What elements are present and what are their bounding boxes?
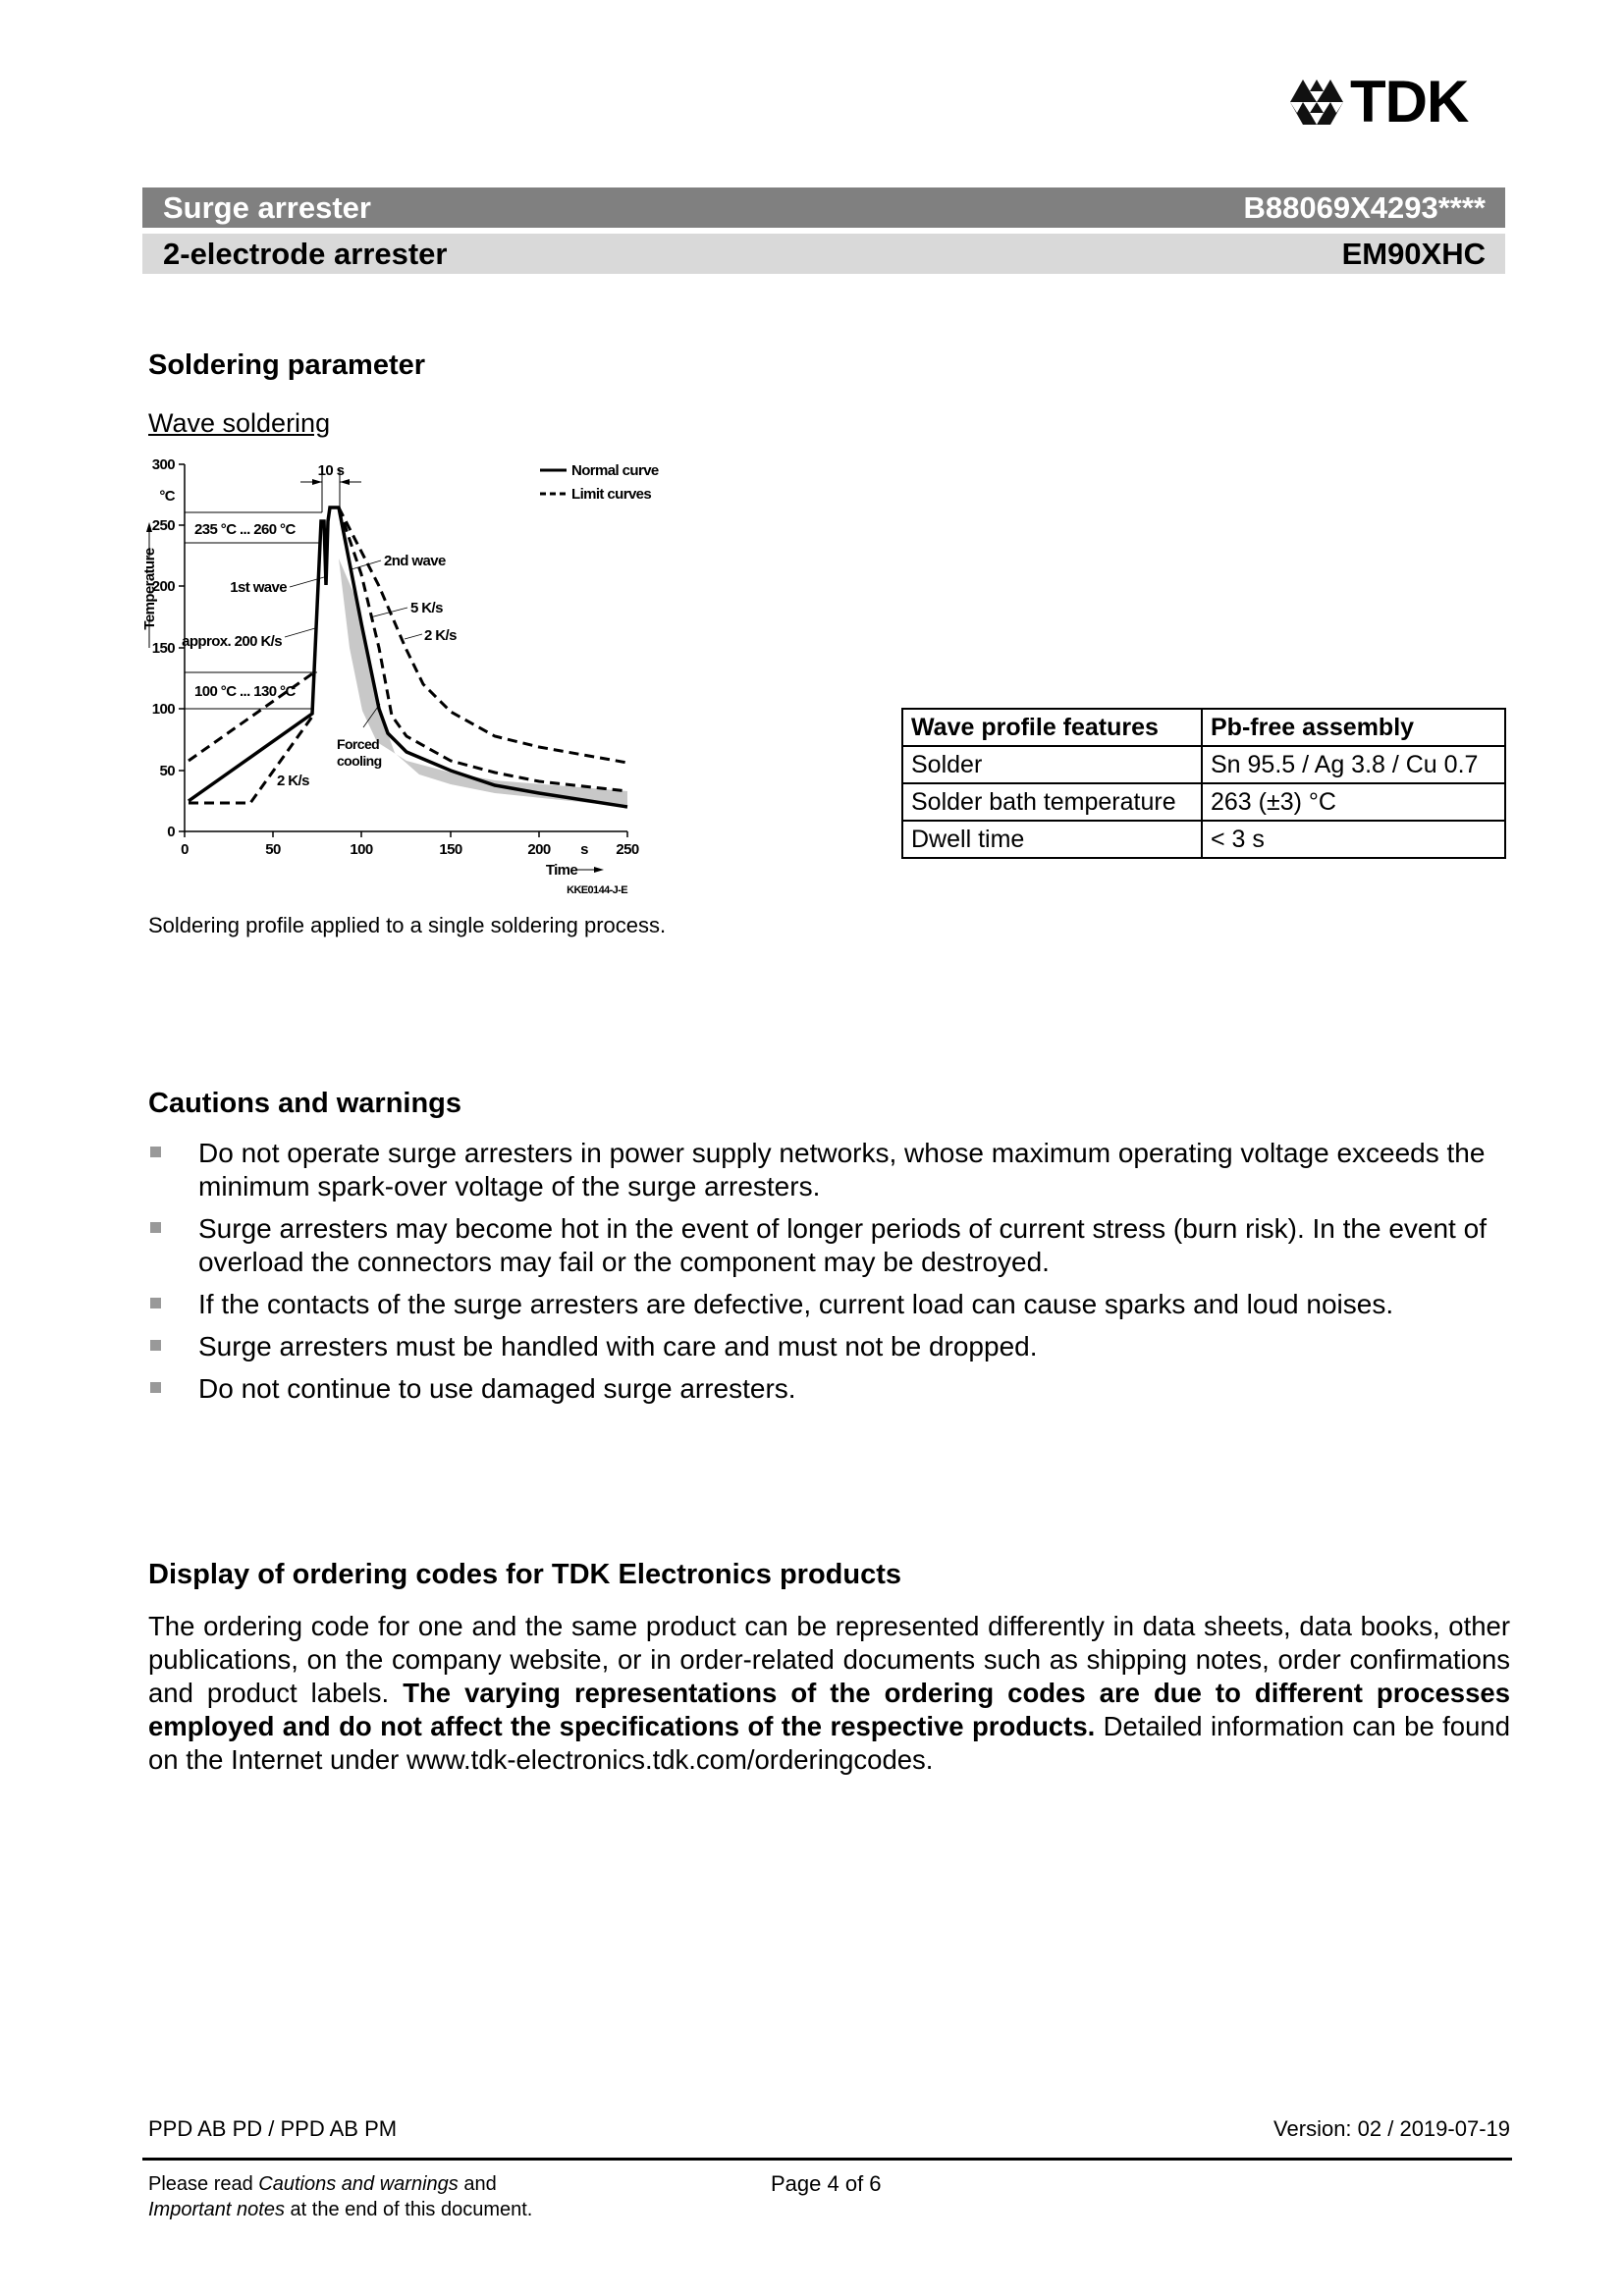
y-unit: °C <box>159 488 175 505</box>
y-tick: 100 <box>151 701 175 718</box>
footer-note: Please read Cautions and warnings and Important notes at the end of this document. <box>148 2173 533 2220</box>
y-tick: 250 <box>151 517 175 534</box>
dwell-annotation: 10 s <box>317 462 345 479</box>
table-cell: Sn 95.5 / Ag 3.8 / Cu 0.7 <box>1202 746 1505 783</box>
list-item: If the contacts of the surge arresters are defective, current load can cause sparks and loud noises. <box>148 1288 1523 1321</box>
soldering-title: Soldering parameter <box>148 349 426 381</box>
product-subtype-bar <box>142 234 1505 274</box>
x-axis-label: Time <box>545 862 578 879</box>
list-item: Surge arresters must be handled with care and must not be dropped. <box>148 1330 1523 1363</box>
x-tick: 250 <box>616 841 639 858</box>
y-tick: 300 <box>151 456 175 473</box>
preheat-2ks-annotation: 2 K/s <box>277 773 309 789</box>
wave-profile-table <box>901 708 1506 859</box>
footer-version: Version: 02 / 2019-07-19 <box>1273 2116 1510 2141</box>
cautions-list <box>148 1137 1523 1415</box>
list-item: Do not operate surge arresters in power supply networks, whose maximum operating voltage exceeds the minimum spark-over voltage of the surge arresters. <box>148 1137 1523 1203</box>
legend-normal: Normal curve <box>571 462 659 479</box>
ramp-rate-annotation: approx. 200 K/s <box>182 633 282 650</box>
y-tick: 50 <box>159 763 175 779</box>
list-item: Do not continue to use damaged surge arresters. <box>148 1372 1523 1406</box>
y-tick: 200 <box>151 578 175 595</box>
tdk-logo-icon <box>1289 78 1344 127</box>
arrow-right-icon <box>594 867 604 873</box>
product-name: EM90XHC <box>1341 236 1486 271</box>
table-cell: Solder bath temperature <box>902 783 1202 821</box>
tdk-logo <box>1289 69 1515 134</box>
x-tick: 0 <box>181 841 189 858</box>
x-tick: 50 <box>265 841 281 858</box>
cooling-5ks-annotation: 5 K/s <box>410 600 443 616</box>
band-label-preheat: 100 °C ... 130 °C <box>194 683 296 700</box>
legend-limit: Limit curves <box>571 486 652 503</box>
figure-id: KKE0144-J-E <box>567 884 627 896</box>
table-cell: 263 (±3) °C <box>1202 783 1505 821</box>
ordering-title: Display of ordering codes for TDK Electronics products <box>148 1559 902 1590</box>
bullet-icon <box>150 1340 161 1351</box>
table-header: Wave profile features <box>902 709 1202 746</box>
x-tick: 100 <box>350 841 373 858</box>
product-subtype: 2-electrode arrester <box>163 236 448 271</box>
second-wave-annotation: 2nd wave <box>384 553 446 569</box>
table-row <box>902 746 1505 783</box>
table-cell: Solder <box>902 746 1202 783</box>
ordering-paragraph: The ordering code for one and the same product can be represented differently in data sheets, data books, other publications, on the company website, or in order-related documents such as shipping notes, order confirmations and product labels. The varying representations of the ordering codes are due to different processes employed and do not affect the specifications of the respective products. Detailed information can be found on the Internet under www.tdk-electronics.tdk.com/orderingcodes. <box>148 1611 1510 1775</box>
forced-cooling-annotation: Forced <box>337 736 380 752</box>
ordering-code: B88069X4293**** <box>1243 189 1486 225</box>
y-tick: 0 <box>167 824 175 840</box>
wave-soldering-chart <box>137 442 884 913</box>
footer-divider <box>142 2158 1512 2161</box>
bullet-icon <box>150 1298 161 1308</box>
page-number: Page 4 of 6 <box>771 2171 882 2196</box>
x-unit: s <box>580 841 588 858</box>
x-tick: 150 <box>439 841 462 858</box>
table-header-row <box>902 709 1505 746</box>
band-label-peak: 235 °C ... 260 °C <box>194 521 296 538</box>
bullet-icon <box>150 1222 161 1233</box>
table-row <box>902 821 1505 858</box>
list-item: Surge arresters may become hot in the event of longer periods of current stress (burn risk). In the event of overload the connectors may fail or the component may be destroyed. <box>148 1212 1523 1279</box>
y-axis-label: Temperature <box>141 548 158 630</box>
bullet-icon <box>150 1147 161 1157</box>
forced-cooling-annotation-2: cooling <box>337 753 382 769</box>
tdk-logo-text: TDK <box>1350 69 1469 134</box>
table-header: Pb-free assembly <box>1202 709 1505 746</box>
chart-caption: Soldering profile applied to a single soldering process. <box>148 913 667 937</box>
table-row <box>902 783 1505 821</box>
cooling-2ks-annotation: 2 K/s <box>424 627 457 644</box>
cautions-title: Cautions and warnings <box>148 1088 462 1119</box>
product-type: Surge arrester <box>163 189 371 225</box>
footer-department: PPD AB PD / PPD AB PM <box>148 2116 398 2141</box>
y-tick: 150 <box>151 640 175 657</box>
bullet-icon <box>150 1382 161 1393</box>
first-wave-annotation: 1st wave <box>230 579 287 596</box>
wave-soldering-subtitle: Wave soldering <box>148 408 331 438</box>
table-cell: < 3 s <box>1202 821 1505 858</box>
x-tick: 200 <box>527 841 551 858</box>
product-type-bar <box>142 187 1505 228</box>
table-cell: Dwell time <box>902 821 1202 858</box>
